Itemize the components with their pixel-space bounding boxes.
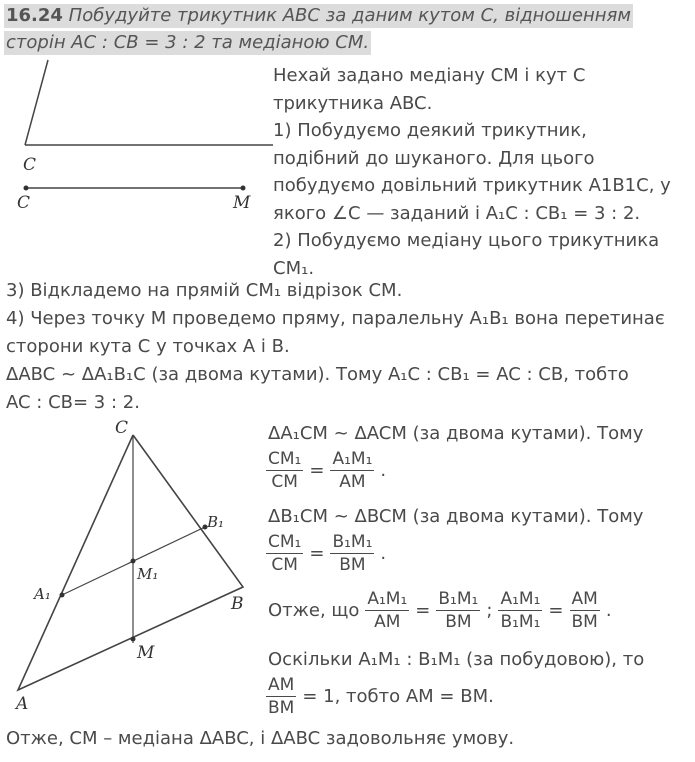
full-text-block [6, 277, 665, 417]
fraction: $\frac{AM}{BM}$ [268, 675, 295, 718]
label-m-segment: M [233, 193, 251, 213]
fraction: $\frac{AM}{BM}$ [571, 589, 598, 632]
fraction: $\frac{\text{B₁M₁}}{BM}$ [332, 532, 373, 575]
full-text-line: ΔABC ~ ΔA₁B₁C (за двома кутами). Тому A₁C : CB₁ = AC : CB, тобто [6, 364, 629, 385]
label-c-segment: C [17, 193, 31, 213]
fraction: $\frac{\text{B₁M₁}}{BM}$ [438, 589, 479, 632]
label-b: B [231, 594, 244, 614]
conclusion: Отже, CM – медіана ΔABC, і ΔABC задовольняє умову. [6, 728, 515, 749]
proportion-3: Отже, що $\frac{\text{A₁M₁}}{AM}$ = $\frac{\text{B₁M₁}}{BM}$ ; $\frac{\text{A₁M₁}}{\text{B₁M₁}}$ = $\frac{AM}{BM}$ . [268, 589, 612, 632]
angle-ray-1 [25, 60, 48, 145]
fraction: $\frac{\text{CM₁}}{CM}$ [268, 532, 302, 575]
label-m1: M₁ [137, 565, 159, 583]
label-b1: B₁ [207, 513, 225, 531]
point-c [24, 186, 29, 191]
label-c: C [115, 418, 129, 438]
point-m1 [131, 559, 136, 564]
full-text-line: AC : CB= 3 : 2. [6, 392, 140, 413]
problem-number: 16.24 [6, 5, 63, 26]
problem-statement-2: сторін AC : CB = 3 : 2 та медіаною CM. [6, 32, 370, 53]
point-a1 [60, 593, 65, 598]
proof-line-4: Оскільки A₁M₁ : B₁M₁ (за побудовою), то [268, 649, 645, 670]
proof-line-3-prefix: Отже, що [268, 600, 360, 621]
full-text-line: 3) Відкладемо на прямій CM₁ відрізок CM. [6, 280, 403, 301]
triangle-figure [0, 415, 260, 715]
label-c-angle: C [23, 155, 37, 175]
fraction: $\frac{\text{A₁M₁}}{\text{B₁M₁}}$ [500, 589, 541, 632]
proof-line-2: ΔB₁CM ~ ΔBCM (за двома кутами). Тому [268, 506, 644, 527]
full-text-line: сторони кута C у точках A і B. [6, 336, 290, 357]
proof-line-1: ΔA₁CM ~ ΔACM (за двома кутами). Тому [268, 423, 644, 444]
point-m [131, 637, 136, 642]
point-m [241, 186, 246, 191]
fraction: $\frac{\text{CM₁}}{CM}$ [268, 449, 302, 492]
right-text-block [273, 62, 671, 282]
right-text-line: подібний до шуканого. Для цього [273, 147, 595, 169]
proportion-4: $\frac{AM}{BM}$ = 1, тобто AM = BM. [268, 675, 494, 718]
right-text-line: трикутника ABC. [273, 92, 433, 114]
label-m: M [137, 643, 155, 663]
given-angle-figure [10, 55, 275, 215]
label-a: A [16, 694, 29, 714]
right-text-line: якого ∠C — заданий і A₁C : CB₁ = 3 : 2. [273, 202, 641, 224]
problem-statement-1: Побудуйте трикутник ABC за даним кутом C, відношенням [68, 5, 631, 26]
proportion-1: $\frac{\text{CM₁}}{CM}$ = $\frac{\text{A₁M₁}}{AM}$ . [268, 449, 387, 492]
proportion-2: $\frac{\text{CM₁}}{CM}$ = $\frac{\text{B₁M₁}}{BM}$ . [268, 532, 387, 575]
problem-header-line1 [4, 4, 633, 28]
right-text-line: 2) Побудуємо медіану цього трикутника [273, 230, 660, 251]
right-text-line: CM₁. [273, 257, 315, 279]
full-text-line: 4) Через точку M проведемо пряму, паралельну A₁B₁ вона перетинає [6, 308, 665, 329]
right-text-line: побудуємо довільний трикутник A1B1C, у [273, 175, 671, 196]
fraction: $\frac{\text{A₁M₁}}{AM}$ [332, 449, 373, 492]
right-text-line: Нехай задано медіану CM і кут C [273, 65, 586, 86]
right-text-line: 1) Побудуємо деякий трикутник, [273, 120, 587, 141]
label-a1: A₁ [34, 585, 51, 603]
fraction: $\frac{\text{A₁M₁}}{AM}$ [367, 589, 408, 632]
